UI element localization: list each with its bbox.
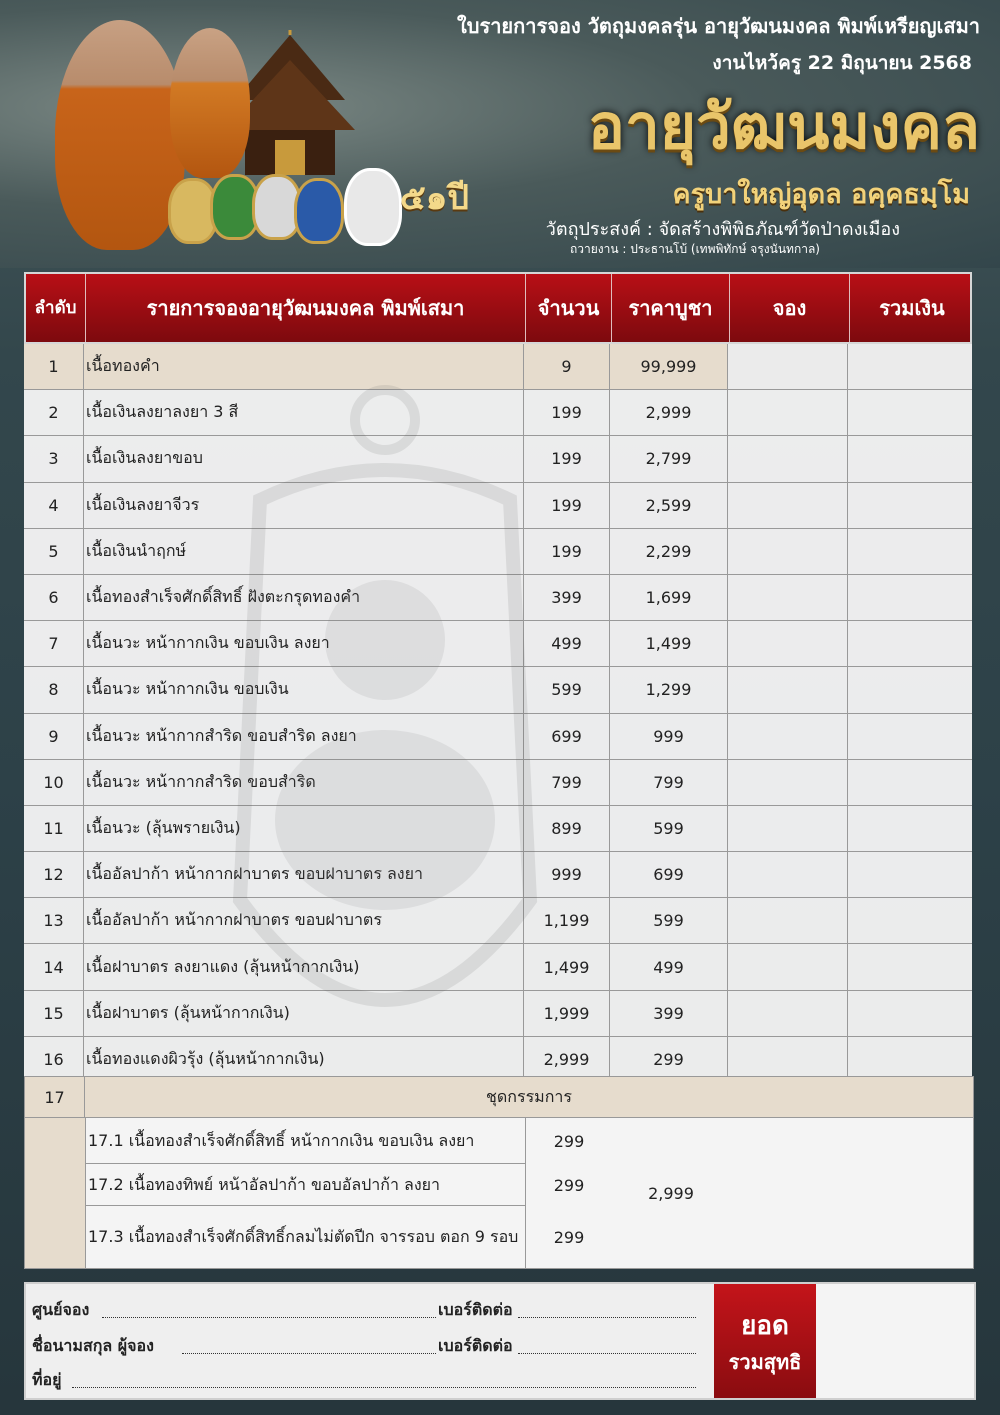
row-qty: 2,999 <box>524 1037 610 1082</box>
table-row <box>24 806 972 852</box>
row-number: 11 <box>24 806 84 851</box>
row-number: 3 <box>24 436 84 481</box>
row-book-cell[interactable] <box>728 667 848 712</box>
table-row <box>24 529 972 575</box>
row-price: 1,499 <box>610 621 728 666</box>
row-qty: 799 <box>524 760 610 805</box>
row-number: 1 <box>24 344 84 389</box>
table-row <box>24 436 972 482</box>
row-number: 7 <box>24 621 84 666</box>
row-total-cell[interactable] <box>848 667 972 712</box>
row-number: 5 <box>24 529 84 574</box>
row-qty: 9 <box>524 344 610 389</box>
row-number: 15 <box>24 991 84 1036</box>
row-qty: 699 <box>524 714 610 759</box>
phone-field[interactable] <box>518 1317 696 1318</box>
row-item: เนื้ออัลปาก้า หน้ากากฝาบาตร ขอบฝาบาตร ลงยา <box>84 852 524 897</box>
set-book-cell[interactable] <box>730 1118 851 1268</box>
row-item: เนื้อทองคำ <box>84 344 524 389</box>
row-qty: 1,499 <box>524 944 610 989</box>
header-item: รายการจองอายุวัฒนมงคล พิมพ์เสมา <box>86 274 526 342</box>
row-price: 1,699 <box>610 575 728 620</box>
table-row <box>24 621 972 667</box>
table-row <box>24 852 972 898</box>
row-book-cell[interactable] <box>728 575 848 620</box>
row-qty: 999 <box>524 852 610 897</box>
table-row <box>24 760 972 806</box>
set-number: 17 <box>25 1077 85 1117</box>
set-price: 2,999 <box>612 1118 731 1268</box>
row-number: 10 <box>24 760 84 805</box>
table-row <box>24 390 972 436</box>
grand-total-label: ยอด รวมสุทธิ <box>714 1284 816 1398</box>
row-number: 9 <box>24 714 84 759</box>
row-book-cell[interactable] <box>728 483 848 528</box>
amulet-back-icon <box>344 168 402 246</box>
phone2-label: เบอร์ติดต่อ <box>438 1336 513 1355</box>
row-qty: 1,199 <box>524 898 610 943</box>
row-book-cell[interactable] <box>728 991 848 1036</box>
row-price: 599 <box>610 806 728 851</box>
row-total-cell[interactable] <box>848 898 972 943</box>
row-book-cell[interactable] <box>728 806 848 851</box>
row-book-cell[interactable] <box>728 852 848 897</box>
table-row <box>24 344 972 390</box>
monk-portrait-right <box>170 28 250 178</box>
row-item: เนื้อเงินลงยาจีวร <box>84 483 524 528</box>
booking-center-label: ศูนย์จอง <box>32 1300 90 1319</box>
header-no: ลำดับ <box>26 274 86 342</box>
row-qty: 1,999 <box>524 991 610 1036</box>
row-item: เนื้อนวะ หน้ากากสำริด ขอบสำริด ลงยา <box>84 714 524 759</box>
row-total-cell[interactable] <box>848 344 972 389</box>
monk-name: ครูบาใหญ่อุดล อคฺคธมฺโม <box>672 179 970 210</box>
row-price: 2,799 <box>610 436 728 481</box>
row-qty: 199 <box>524 436 610 481</box>
row-price: 2,999 <box>610 390 728 435</box>
set-no-cell <box>25 1118 86 1268</box>
table-body <box>24 344 972 1083</box>
row-item: เนื้อนวะ หน้ากากเงิน ขอบเงิน ลงยา <box>84 621 524 666</box>
booker-name-field[interactable] <box>182 1353 436 1354</box>
row-total-cell[interactable] <box>848 621 972 666</box>
set-total-cell[interactable] <box>850 1118 973 1268</box>
committee-set-header <box>24 1076 974 1118</box>
row-price: 2,299 <box>610 529 728 574</box>
row-item: เนื้อฝาบาตร ลงยาแดง (ลุ้นหน้ากากเงิน) <box>84 944 524 989</box>
row-book-cell[interactable] <box>728 529 848 574</box>
row-number: 4 <box>24 483 84 528</box>
header-total: รวมเงิน <box>879 296 945 320</box>
row-item: เนื้ออัลปาก้า หน้ากากฝาบาตร ขอบฝาบาตร <box>84 898 524 943</box>
address-label: ที่อยู่ <box>32 1370 62 1389</box>
table-row <box>24 667 972 713</box>
collection-title: อายุวัฒนมงคล <box>587 90 980 163</box>
row-qty: 199 <box>524 483 610 528</box>
header-price: ราคาบูชา <box>612 274 730 342</box>
table-row <box>24 483 972 529</box>
monk-portrait-left <box>55 20 185 250</box>
row-total-cell[interactable] <box>848 944 972 989</box>
header-book: จอง <box>730 274 850 342</box>
purpose-text: วัตถุประสงค์ : จัดสร้างพิพิธภัณฑ์วัดป่าดงเมือง <box>545 219 900 240</box>
row-price: 299 <box>610 1037 728 1082</box>
amulet-blue-icon <box>294 178 344 244</box>
booking-table <box>24 272 972 1083</box>
row-price: 399 <box>610 991 728 1036</box>
row-item: เนื้อเงินนำฤกษ์ <box>84 529 524 574</box>
row-book-cell[interactable] <box>728 944 848 989</box>
row-total-cell[interactable] <box>848 714 972 759</box>
row-book-cell[interactable] <box>728 714 848 759</box>
row-qty: 899 <box>524 806 610 851</box>
row-item: เนื้อนวะ (ลุ้นพรายเงิน) <box>84 806 524 851</box>
row-item: เนื้อทองสำเร็จศักดิ์สิทธิ์ ฝังตะกรุดทองคำ <box>84 575 524 620</box>
set-item-qty: 299 <box>526 1164 613 1207</box>
table-header <box>24 272 972 344</box>
set-title: ชุดกรรมการ <box>486 1086 572 1106</box>
booker-info-form <box>24 1282 976 1400</box>
row-number: 2 <box>24 390 84 435</box>
phone-label: เบอร์ติดต่อ <box>438 1300 513 1319</box>
row-book-cell[interactable] <box>728 436 848 481</box>
row-price: 499 <box>610 944 728 989</box>
row-number: 8 <box>24 667 84 712</box>
address-field[interactable] <box>72 1387 696 1388</box>
row-book-cell[interactable] <box>728 898 848 943</box>
row-item: เนื้อฝาบาตร (ลุ้นหน้ากากเงิน) <box>84 991 524 1036</box>
event-date: งานไหว้ครู 22 มิถุนายน 2568 <box>712 52 972 74</box>
phone2-field[interactable] <box>518 1353 696 1354</box>
set-item-qty: 299 <box>526 1118 613 1165</box>
row-item: เนื้อทองแดงผิวรุ้ง (ลุ้นหน้ากากเงิน) <box>84 1037 524 1082</box>
row-total-cell[interactable] <box>848 760 972 805</box>
header-banner <box>0 0 1000 268</box>
age-label: ๕๑ปี <box>400 178 469 218</box>
row-item: เนื้อเงินลงยาลงยา 3 สี <box>84 390 524 435</box>
row-total-cell[interactable] <box>848 991 972 1036</box>
booker-name-label: ชื่อนามสกุล ผู้จอง <box>32 1336 154 1355</box>
table-row <box>24 575 972 621</box>
row-price: 799 <box>610 760 728 805</box>
offered-by-text: ถวายงาน : ประธานโบ้ (เทพพิทักษ์ จรุงนันทกาล) <box>569 242 820 256</box>
booking-center-field[interactable] <box>102 1317 436 1318</box>
table-row <box>24 714 972 760</box>
row-total-cell[interactable] <box>848 390 972 435</box>
set-item-qty: 299 <box>526 1206 613 1268</box>
row-total-cell[interactable] <box>848 852 972 897</box>
row-price: 699 <box>610 852 728 897</box>
row-item: เนื้อเงินลงยาขอบ <box>84 436 524 481</box>
set-item: 17.3 เนื้อทองสำเร็จศักดิ์สิทธิ์กลมไม่ตัดปีก จารรอบ ตอก 9 รอบ <box>86 1206 526 1268</box>
row-total-cell[interactable] <box>848 806 972 851</box>
row-total-cell[interactable] <box>848 436 972 481</box>
row-number: 6 <box>24 575 84 620</box>
row-qty: 399 <box>524 575 610 620</box>
grand-total-field[interactable] <box>816 1284 974 1398</box>
table-row <box>24 991 972 1037</box>
row-price: 99,999 <box>610 344 728 389</box>
row-item: เนื้อนวะ หน้ากากสำริด ขอบสำริด <box>84 760 524 805</box>
header-qty: จำนวน <box>526 274 612 342</box>
row-number: 16 <box>24 1037 84 1082</box>
row-book-cell[interactable] <box>728 344 848 389</box>
set-item: 17.2 เนื้อทองทิพย์ หน้าอัลปาก้า ขอบอัลปาก้า ลงยา <box>86 1164 526 1206</box>
row-number: 12 <box>24 852 84 897</box>
table-row <box>24 898 972 944</box>
row-book-cell[interactable] <box>728 760 848 805</box>
row-total-cell[interactable] <box>848 529 972 574</box>
row-total-cell[interactable] <box>848 575 972 620</box>
row-price: 999 <box>610 714 728 759</box>
table-row <box>24 944 972 990</box>
set-item: 17.1 เนื้อทองสำเร็จศักดิ์สิทธิ์ หน้ากากเงิน ขอบเงิน ลงยา <box>86 1118 526 1164</box>
row-total-cell[interactable] <box>848 483 972 528</box>
row-number: 13 <box>24 898 84 943</box>
row-qty: 199 <box>524 390 610 435</box>
row-qty: 199 <box>524 529 610 574</box>
committee-set-body <box>24 1117 974 1269</box>
row-book-cell[interactable] <box>728 390 848 435</box>
row-book-cell[interactable] <box>728 621 848 666</box>
row-price: 2,599 <box>610 483 728 528</box>
row-price: 599 <box>610 898 728 943</box>
row-qty: 599 <box>524 667 610 712</box>
form-title: ใบรายการจอง วัตถุมงคลรุ่น อายุวัฒนมงคล พิมพ์เหรียญเสมา <box>457 14 980 38</box>
row-qty: 499 <box>524 621 610 666</box>
row-price: 1,299 <box>610 667 728 712</box>
row-item: เนื้อนวะ หน้ากากเงิน ขอบเงิน <box>84 667 524 712</box>
row-number: 14 <box>24 944 84 989</box>
